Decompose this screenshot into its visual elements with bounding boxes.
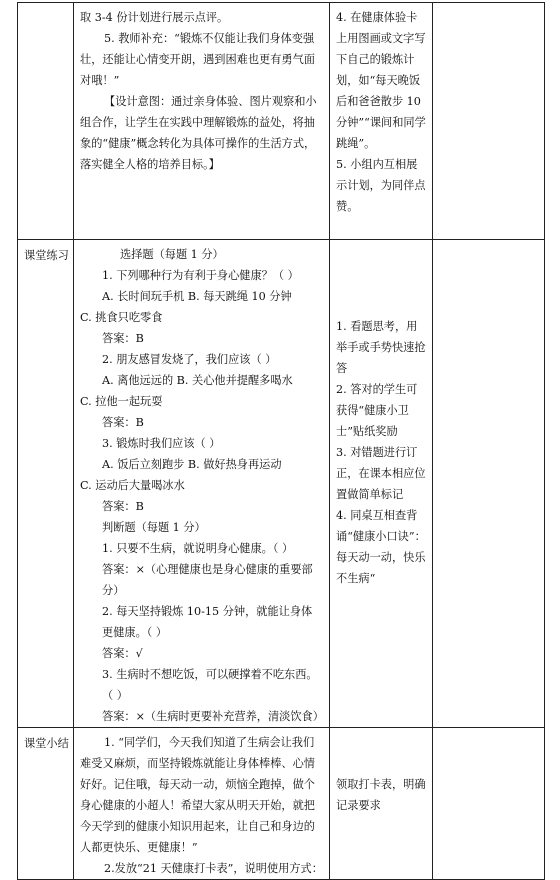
list-item: 2. 答对的学生可获得“健康小卫士”贴纸奖励 xyxy=(336,383,418,438)
paragraph: 1. “同学们，今天我们知道了生病会让我们难受又麻烦，而坚持锻炼就能让身体棒棒、心情好好。记住哦，每天动一动，烦恼全跑掉，做个身心健康的小超人！希望大家从明天开始，就把今天学到的健康小知识用起来，让自己和身边的人都更快乐、更健康！” xyxy=(80,736,315,854)
options: C. 挑食只吃零食 xyxy=(80,311,163,324)
student-activity-cell xyxy=(330,3,433,240)
lesson-plan-table xyxy=(17,2,545,880)
paragraph: 取 3-4 份计划进行展示点评。 xyxy=(80,11,229,24)
section-label xyxy=(18,3,74,240)
teacher-activity-cell xyxy=(74,3,330,240)
paragraph: 【设计意图：通过亲身体验、图片观察和小组合作，让学生在实践中理解锻炼的益处，将抽象的“健康”概念转化为具体可操作的生活方式，落实健全人格的培养目标。】 xyxy=(80,95,317,171)
answer: 答案：×（心理健康也是身心健康的重要部分） xyxy=(102,563,313,597)
answer: 答案：×（生病时更要补充营养，清淡饮食） xyxy=(102,710,324,723)
list-item: 4. 同桌互相查背诵“健康小口诀”：每天动一动，快乐不生病“ xyxy=(336,509,426,585)
question: 2. 每天坚持锻炼 10-15 分钟，就能让身体更健康。（ ） xyxy=(102,605,313,639)
table-row xyxy=(18,728,545,880)
paragraph: 5. 教师补充：“锻炼不仅能让我们身体变强壮，还能让心情变开朗，遇到困难也更有勇气面对哦！” xyxy=(80,32,315,87)
list-item: 4. 在健康体验卡上用图画或文字写下自己的锻炼计划，如“每天晚饭后和爸爸散步 10 分钟”“课间和同学跳绳”。 xyxy=(336,11,426,150)
paragraph: 判断题（每题 1 分） xyxy=(102,521,206,534)
table-row xyxy=(18,240,545,728)
question: 3. 锻炼时我们应该（ ） xyxy=(102,437,221,450)
options: C. 拉他一起玩耍 xyxy=(80,395,163,408)
paragraph: 选择题（每题 1 分） xyxy=(120,248,224,261)
question: 1. 只要不生病，就说明身心健康。（ ） xyxy=(102,542,294,555)
empty-cell xyxy=(433,728,545,880)
teacher-activity-cell xyxy=(74,728,330,880)
options: C. 运动后大量喝冰水 xyxy=(80,479,185,492)
teacher-activity-cell xyxy=(74,240,330,728)
question: 2. 朋友感冒发烧了，我们应该（ ） xyxy=(102,353,277,366)
question: 1. 下列哪种行为有利于身心健康？（ ） xyxy=(102,269,299,282)
list-item: 3. 对错题进行订正，在课本相应位置做简单标记 xyxy=(336,446,426,501)
answer: 答案：√ xyxy=(102,647,143,660)
options: A. 饭后立刻跑步 B. 做好热身再运动 xyxy=(102,458,282,471)
options: A. 离他远远的 B. 关心他并提醒多喝水 xyxy=(102,374,293,387)
student-activity-cell xyxy=(330,728,433,880)
empty-cell xyxy=(433,240,545,728)
answer: 答案：B xyxy=(102,332,144,345)
list-item: 5. 小组内互相展示计划，为同伴点赞。 xyxy=(336,158,426,213)
options: A. 长时间玩手机 B. 每天跳绳 10 分钟 xyxy=(102,290,292,303)
section-label: 课堂练习 xyxy=(18,240,74,728)
list-item: 领取打卡表，明确记录要求 xyxy=(336,778,426,812)
paragraph: 2.发放“21 天健康打卡表”，说明使用方式： xyxy=(104,862,323,875)
question: 3. 生病时不想吃饭，可以硬撑着不吃东西。（ ） xyxy=(102,668,318,702)
table-row xyxy=(18,3,545,240)
student-activity-cell xyxy=(330,240,433,728)
answer: 答案：B xyxy=(102,416,144,429)
list-item: 1. 看题思考，用举手或手势快速抢答 xyxy=(336,320,426,375)
answer: 答案：B xyxy=(102,500,144,513)
section-label: 课堂小结 xyxy=(18,728,74,880)
empty-cell xyxy=(433,3,545,240)
